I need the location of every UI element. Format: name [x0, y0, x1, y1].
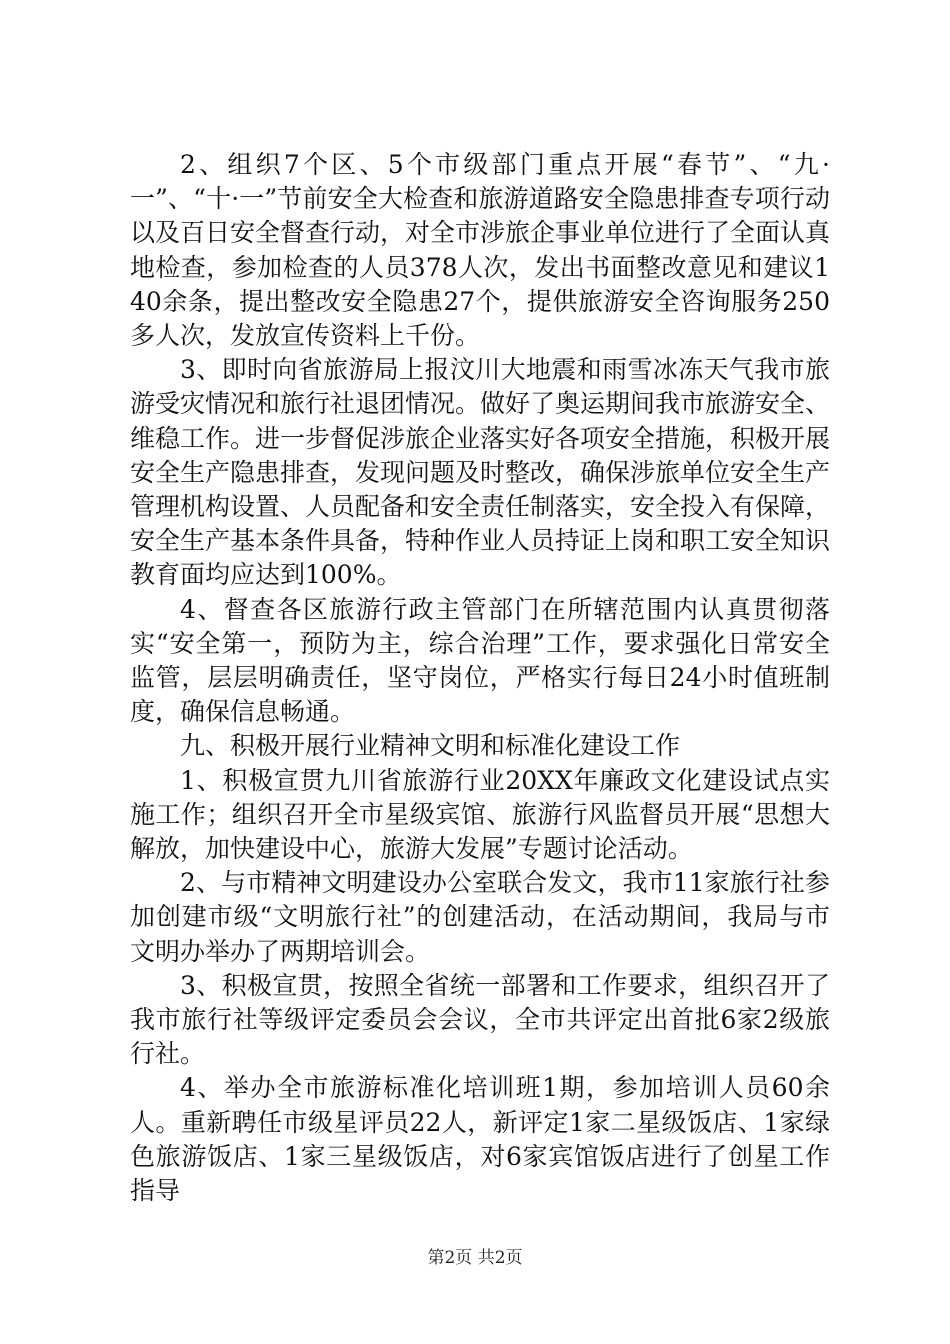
document-body	[130, 148, 830, 1208]
paragraph-agency-rating: 3、积极宣贯，按照全省统一部署和工作要求，组织召开了我市旅行社等级评定委员会会议，全市共评定出首批6家2级旅行社。	[130, 970, 830, 1069]
section-heading-nine: 九、积极开展行业精神文明和标准化建设工作	[180, 731, 681, 761]
paragraph-standardization-training: 4、举办全市旅游标准化培训班1期，参加培训人员60余人。重新聘任市级星评员22人，新评定1家二星级饭店、1家绿色旅游饭店、1家三星级饭店，对6家宾馆饭店进行了创星工作指导	[130, 1073, 830, 1206]
paragraph-safety-inspection: 2、组织7个区、5个市级部门重点开展“春节”、“九·一”、“十·一”节前安全大检查和旅游道路安全隐患排查专项行动以及百日安全督查行动，对全市涉旅企事业单位进行了全面认真地检查，参加检查的人员378人次，发出书面整改意见和建议140余条，提出整改安全隐患27个，提供旅游安全咨询服务250多人次，发放宣传资料上千份。	[130, 150, 831, 351]
paragraph-integrity-culture: 1、积极宣贯九川省旅游行业20XX年廉政文化建设试点实施工作；组织召开全市星级宾馆、旅游行风监督员开展“思想大解放，加快建设中心，旅游大发展”专题讨论活动。	[130, 765, 830, 864]
page-number-footer: 第2页 共2页	[427, 1248, 523, 1268]
paragraph-supervision: 4、督查各区旅游行政主管部门在所辖范围内认真贯彻落实“安全第一，预防为主，综合治理”工作，要求强化日常安全监管，层层明确责任，坚守岗位，严格实行每日24小时值班制度，确保信息畅通。	[130, 594, 830, 727]
paragraph-disaster-report: 3、即时向省旅游局上报汶川大地震和雨雪冰冻天气我市旅游受灾情况和旅行社退团情况。做好了奥运期间我市旅游安全、维稳工作。进一步督促涉旅企业落实好各项安全措施，积极开展安全生产隐患排查，发现问题及时整改，确保涉旅单位安全生产管理机构设置、人员配备和安全责任制落实，安全投入有保障，安全生产基本条件具备，特种作业人员持证上岗和职工安全知识教育面均应达到100%。	[130, 355, 831, 590]
paragraph-civilized-agency: 2、与市精神文明建设办公室联合发文，我市11家旅行社参加创建市级“文明旅行社”的创建活动，在活动期间，我局与市文明办举办了两期培训会。	[130, 868, 830, 966]
